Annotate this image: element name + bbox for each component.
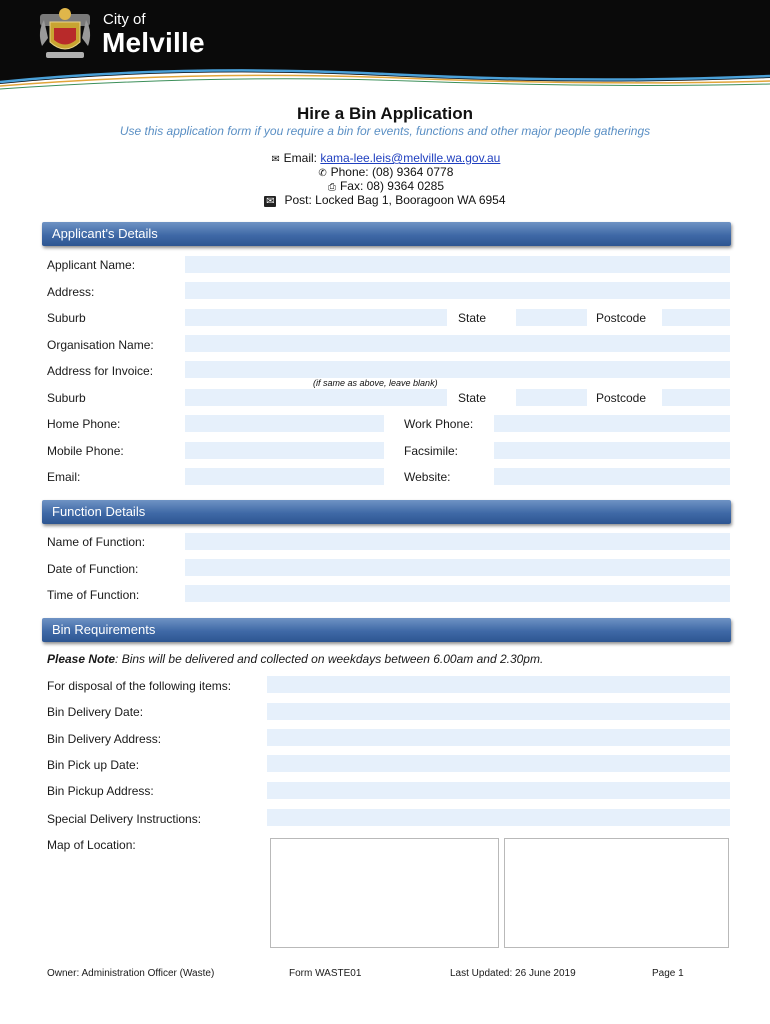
invoice-suburb-label: Suburb (47, 391, 86, 405)
page-subtitle: Use this application form if you require a bin for events, functions and other major people gatherings (119, 124, 651, 138)
invoice-address-label: Address for Invoice: (47, 364, 154, 378)
map-location-label: Map of Location: (47, 838, 136, 852)
post-text: Post: Locked Bag 1, Booragoon WA 6954 (284, 193, 506, 207)
bin-delivery-date-input[interactable] (267, 703, 730, 720)
suburb-label: Suburb (47, 311, 86, 325)
bin-delivery-address-label: Bin Delivery Address: (47, 732, 162, 746)
bin-pickup-address-label: Bin Pickup Address: (47, 784, 154, 798)
invoice-address-input[interactable] (185, 361, 730, 378)
special-instructions-input[interactable] (267, 809, 730, 826)
invoice-state-label: State (458, 391, 487, 405)
header-swoosh (0, 60, 770, 96)
phone-text: Phone: (08) 9364 0778 (330, 165, 454, 179)
map-location-box-left[interactable] (270, 838, 499, 948)
bin-delivery-date-label: Bin Delivery Date: (47, 705, 144, 719)
mobile-phone-input[interactable] (185, 442, 384, 459)
contact-fax-line (0, 179, 770, 193)
invoice-note: (if same as above, leave blank) (313, 378, 438, 388)
mobile-phone-label: Mobile Phone: (47, 444, 124, 458)
contact-email-line (0, 151, 770, 165)
bin-pickup-date-input[interactable] (267, 755, 730, 772)
city-crest-logo (36, 6, 94, 64)
envelope-icon: ✉ (271, 154, 280, 165)
footer-form-id: Form WASTE01 (289, 968, 362, 979)
footer-owner: Owner: Administration Officer (Waste) (47, 968, 215, 979)
work-phone-label: Work Phone: (404, 417, 474, 431)
facsimile-label: Facsimile: (404, 444, 459, 458)
page-title: Hire a Bin Application (296, 104, 473, 123)
city-of-text: City of (103, 11, 146, 28)
invoice-suburb-input[interactable] (185, 389, 447, 406)
disposal-items-label: For disposal of the following items: (47, 679, 232, 693)
invoice-state-input[interactable] (516, 389, 587, 406)
map-location-box-right[interactable] (504, 838, 729, 948)
home-phone-label: Home Phone: (47, 417, 121, 431)
contact-post-line (0, 193, 770, 207)
function-time-label: Time of Function: (47, 588, 140, 602)
invoice-postcode-label: Postcode (596, 391, 647, 405)
brand-name: Melville (102, 27, 205, 58)
address-label: Address: (47, 285, 95, 299)
post-icon: ✉ (266, 196, 275, 207)
function-date-label: Date of Function: (47, 562, 139, 576)
footer-last-updated: Last Updated: 26 June 2019 (450, 968, 576, 979)
invoice-postcode-input[interactable] (662, 389, 730, 406)
bin-note-text: : Bins will be delivered and collected on weekdays between 6.00am and 2.30pm. (115, 652, 544, 666)
function-name-input[interactable] (185, 533, 730, 550)
postcode-label: Postcode (596, 311, 647, 325)
email-label: Email: (283, 151, 321, 165)
section-bin-requirements: Bin Requirements (42, 618, 731, 642)
footer-page-number: Page 1 (652, 968, 684, 979)
function-date-input[interactable] (185, 559, 730, 576)
website-input[interactable] (494, 468, 730, 485)
organisation-name-label: Organisation Name: (47, 338, 154, 352)
email-field[interactable] (185, 468, 384, 485)
contact-phone-line (0, 165, 770, 179)
bin-pickup-date-label: Bin Pick up Date: (47, 758, 140, 772)
organisation-name-input[interactable] (185, 335, 730, 352)
state-input[interactable] (516, 309, 587, 326)
header-banner (0, 0, 770, 96)
function-name-label: Name of Function: (47, 535, 146, 549)
work-phone-input[interactable] (494, 415, 730, 432)
bin-delivery-note (47, 652, 543, 666)
bin-note-bold: Please Note (47, 652, 116, 666)
postcode-input[interactable] (662, 309, 730, 326)
section-applicants-details: Applicant's Details (42, 222, 731, 246)
facsimile-input[interactable] (494, 442, 730, 459)
email-field-label: Email: (47, 470, 81, 484)
fax-icon: ⎙ (327, 182, 336, 193)
disposal-items-input[interactable] (267, 676, 730, 693)
phone-icon: ✆ (318, 168, 327, 179)
applicant-name-label: Applicant Name: (47, 258, 136, 272)
suburb-input[interactable] (185, 309, 447, 326)
state-label: State (458, 311, 487, 325)
applicant-name-input[interactable] (185, 256, 730, 273)
special-instructions-label: Special Delivery Instructions: (47, 812, 202, 826)
function-time-input[interactable] (185, 585, 730, 602)
fax-text: Fax: 08) 9364 0285 (339, 179, 445, 193)
bin-pickup-address-input[interactable] (267, 782, 730, 799)
home-phone-input[interactable] (185, 415, 384, 432)
bin-delivery-address-input[interactable] (267, 729, 730, 746)
website-label: Website: (404, 470, 451, 484)
section-function-details: Function Details (42, 500, 731, 524)
email-link[interactable]: kama-lee.leis@melville.wa.gov.au (320, 151, 501, 165)
address-input[interactable] (185, 282, 730, 299)
